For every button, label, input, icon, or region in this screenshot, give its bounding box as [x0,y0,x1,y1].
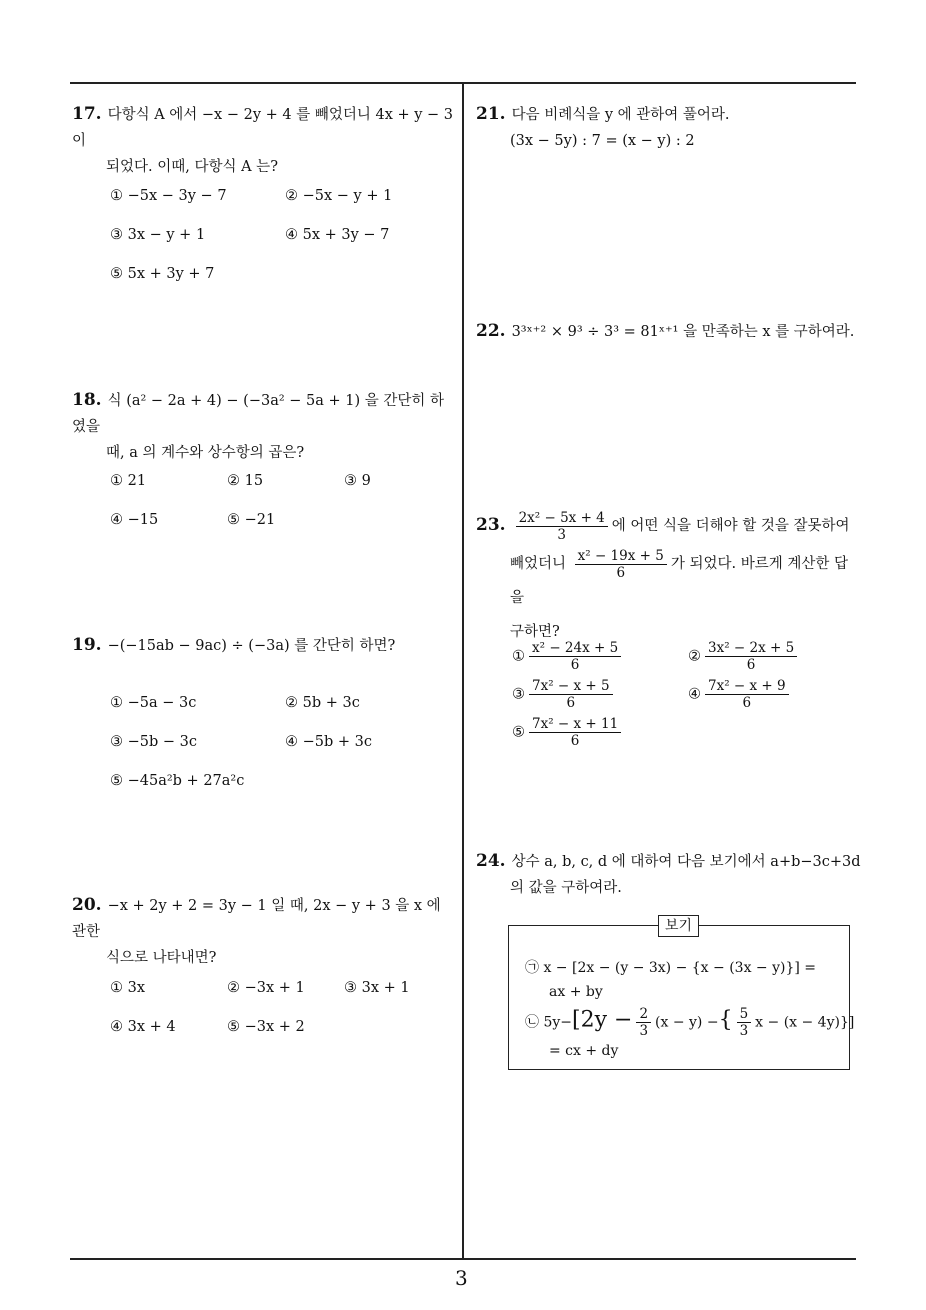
option-1[interactable] [512,640,625,673]
fraction-denominator: 3 [639,1023,649,1039]
item-expression-line1: x − [2x − (y − 3x) − {x − (3x − y)}] = [543,960,817,976]
example-item-2 [525,1006,855,1063]
option-4[interactable]: ④ 3x + 4 [110,1019,176,1035]
fraction-numerator: 7x² − x + 9 [705,678,789,695]
option-fraction [705,640,797,673]
fraction-denominator: 6 [746,657,756,673]
option-5[interactable]: ⑤ 5x + 3y + 7 [110,266,215,282]
item-part-e: x − (x − 4y)}] [755,1014,855,1031]
question-20 [72,892,457,971]
question-number: 18. [72,390,102,410]
question-text-line2: 때, a 의 계수와 상수항의 곱은? [106,445,305,461]
item-mark: ㉡ [525,1014,539,1031]
question-text-line1: −(−15ab − 9ac) ÷ (−3a) 를 간단히 하면? [107,638,396,654]
option-fraction [705,678,789,711]
question-number: 24. [476,851,506,871]
option-5[interactable] [512,716,625,749]
option-2[interactable]: ② 5b + 3c [285,695,360,711]
option-2[interactable]: ② −5x − y + 1 [285,188,393,204]
column-divider [462,82,464,1259]
question-text-line1: 상수 a, b, c, d 에 대하여 다음 보기에서 a+b−3c+3d [511,854,861,870]
item-part-a: 5y− [543,1014,572,1031]
fraction-denominator: 6 [570,733,580,749]
question-17 [72,101,457,180]
fraction-denominator: 6 [570,657,580,673]
question-19 [72,632,457,659]
fraction-denominator: 6 [742,695,752,711]
fraction-denominator: 3 [739,1023,749,1039]
fraction-numerator: 3x² − 2x + 5 [705,640,797,657]
option-mark: ① [512,648,525,665]
question-number: 17. [72,104,102,124]
option-3[interactable] [512,678,617,711]
question-text-3: 구하면? [510,624,560,640]
question-18 [72,387,457,466]
question-text-1: 에 어떤 식을 더해야 할 것을 잘못하여 [611,518,850,534]
example-box-title: 보기 [658,915,699,937]
question-23 [476,508,861,649]
question-22 [476,318,861,345]
fraction-denominator: 3 [557,526,566,543]
proportion-expression: (3x − 5y) : 7 = (x − y) : 2 [510,133,695,149]
fraction-numerator: 5 [737,1006,752,1023]
example-item-1 [525,956,845,1004]
option-3[interactable]: ③ 9 [344,473,371,489]
item-part-b: [2y − [572,1007,633,1033]
fraction-numerator: 7x² − x + 11 [529,716,621,733]
item-mark: ㉠ [525,960,539,976]
option-2[interactable]: ② 15 [227,473,264,489]
fraction-denominator: 6 [566,695,576,711]
item-part-d: { [718,1007,733,1033]
fraction-denominator: 6 [616,564,626,581]
question-text-line2: 식으로 나타내면? [106,950,217,966]
bottom-rule [70,1258,856,1260]
fraction-numerator: 2 [636,1006,651,1023]
option-4[interactable] [688,678,793,711]
question-text-line1: 다음 비례식을 y 에 관하여 풀어라. [511,107,730,123]
option-5[interactable]: ⑤ −3x + 2 [227,1019,305,1035]
item-fraction-1 [636,1006,651,1039]
item-part-c: (x − y) − [655,1014,719,1031]
question-24 [476,848,861,901]
option-1[interactable]: ① 3x [110,980,146,996]
option-2[interactable]: ② −3x + 1 [227,980,305,996]
option-3[interactable]: ③ 3x + 1 [344,980,410,996]
question-text-line1: 3³ˣ⁺² × 9³ ÷ 3³ = 81ˣ⁺¹ 을 만족하는 x 를 구하여라. [511,324,855,340]
fraction-1 [516,510,608,543]
option-4[interactable]: ④ 5x + 3y − 7 [285,227,390,243]
option-5[interactable]: ⑤ −21 [227,512,276,528]
item-fraction-2 [737,1006,752,1039]
question-text-2a: 빼었더니 [510,556,567,572]
option-1[interactable]: ① −5a − 3c [110,695,197,711]
option-3[interactable]: ③ −5b − 3c [110,734,197,750]
fraction-numerator: 7x² − x + 5 [529,678,613,695]
question-text-line2: 되었다. 이때, 다항식 A 는? [106,159,278,175]
question-text-2b: 가 되었다. 바르게 계산한 답을 [510,556,848,606]
item-expression-line2: ax + by [549,984,603,1000]
question-text-line2: 의 값을 구하여라. [510,880,622,896]
option-1[interactable]: ① −5x − 3y − 7 [110,188,227,204]
option-1[interactable]: ① 21 [110,473,147,489]
question-text-line1: 다항식 A 에서 −x − 2y + 4 를 빼었더니 4x + y − 3 이 [72,107,454,149]
option-2[interactable] [688,640,801,673]
option-mark: ⑤ [512,724,525,741]
option-mark: ③ [512,686,525,703]
option-fraction [529,716,621,749]
page-number: 3 [455,1266,468,1290]
option-mark: ② [688,648,701,665]
question-text-line1: −x + 2y + 2 = 3y − 1 일 때, 2x − y + 3 을 x 에 관한 [72,898,441,940]
option-3[interactable]: ③ 3x − y + 1 [110,227,206,243]
question-21 [476,101,861,154]
question-text-line1: 식 (a² − 2a + 4) − (−3a² − 5a + 1) 을 간단히 하였을 [72,393,445,435]
option-fraction [529,678,613,711]
fraction-numerator: x² − 24x + 5 [529,640,621,657]
item-expression-line2: = cx + dy [549,1043,619,1059]
option-5[interactable]: ⑤ −45a²b + 27a²c [110,773,245,789]
option-mark: ④ [688,686,701,703]
question-number: 23. [476,515,506,535]
fraction-2 [575,548,667,581]
question-number: 22. [476,321,506,341]
option-fraction [529,640,621,673]
option-4[interactable]: ④ −15 [110,512,159,528]
fraction-numerator: x² − 19x + 5 [575,548,667,565]
option-4[interactable]: ④ −5b + 3c [285,734,372,750]
question-number: 19. [72,635,102,655]
question-number: 21. [476,104,506,124]
question-number: 20. [72,895,102,915]
fraction-numerator: 2x² − 5x + 4 [516,510,608,527]
